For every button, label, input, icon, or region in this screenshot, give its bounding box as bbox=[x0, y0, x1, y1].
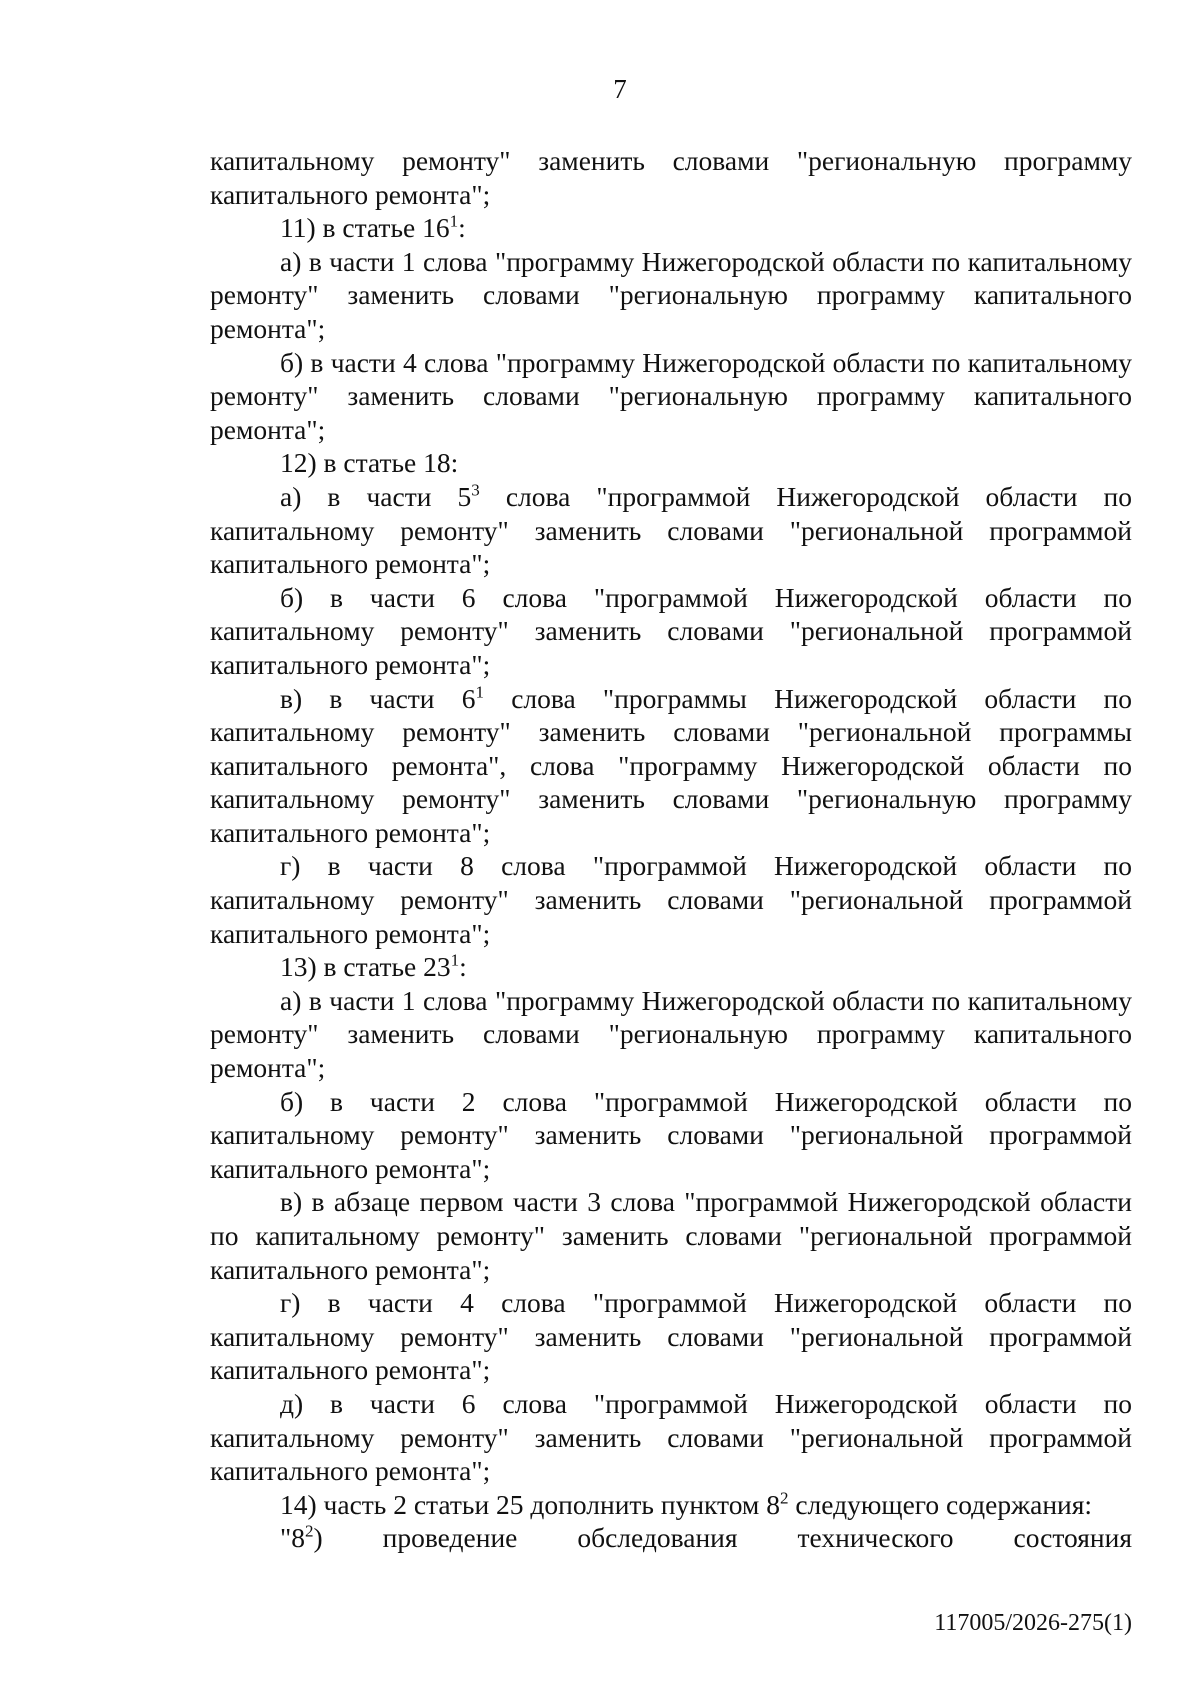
document-body bbox=[210, 144, 1132, 1555]
paragraph-text: капитальному ремонту" заменить словами "региональную программу капитального ремонта"; bbox=[210, 145, 1132, 210]
paragraph-text: : bbox=[459, 951, 467, 983]
paragraph bbox=[210, 1085, 1132, 1186]
paragraph-text: в) в абзаце первом части 3 слова "программой Нижегородской области по капитальному ремонту" заменить словами "региональной программой капитального ремонта"; bbox=[210, 1186, 1132, 1285]
paragraph bbox=[210, 1488, 1132, 1522]
paragraph-text: "8 bbox=[280, 1522, 305, 1554]
paragraph bbox=[210, 682, 1132, 850]
paragraph-text: б) в части 6 слова "программой Нижегородской области по капитальному ремонту" заменить словами "региональной программой капитального ремонта"; bbox=[210, 581, 1132, 680]
paragraph-text: 11) в статье 16 bbox=[280, 212, 450, 244]
paragraph bbox=[210, 1521, 1132, 1555]
paragraph bbox=[210, 144, 1132, 211]
paragraph-text: б) в части 2 слова "программой Нижегородской области по капитальному ремонту" заменить словами "региональной программой капитального ремонта"; bbox=[210, 1085, 1132, 1184]
paragraph-text: следующего содержания: bbox=[788, 1488, 1093, 1520]
paragraph bbox=[210, 581, 1132, 682]
paragraph bbox=[210, 211, 1132, 245]
page-number: 7 bbox=[613, 74, 627, 104]
paragraph-text: а) в части 1 слова "программу Нижегородской области по капитальному ремонту" заменить словами "региональную программу капитального ремонта"; bbox=[210, 245, 1132, 344]
paragraph bbox=[210, 984, 1132, 1085]
paragraph bbox=[210, 849, 1132, 950]
paragraph-text: 12) в статье 18: bbox=[280, 447, 459, 479]
paragraph-text: б) в части 4 слова "программу Нижегородской области по капитальному ремонту" заменить словами "региональную программу капитального ремонта"; bbox=[210, 346, 1132, 445]
superscript: 1 bbox=[450, 950, 460, 970]
paragraph bbox=[210, 245, 1132, 346]
paragraph bbox=[210, 346, 1132, 447]
paragraph bbox=[210, 950, 1132, 984]
paragraph-text: г) в части 4 слова "программой Нижегородской области по капитальному ремонту" заменить словами "региональной программой капитального ремонта"; bbox=[210, 1287, 1132, 1386]
paragraph-text: ) проведение обследования технического состояния bbox=[313, 1522, 1132, 1554]
superscript: 1 bbox=[475, 681, 484, 701]
paragraph bbox=[210, 1185, 1132, 1286]
paragraph-text: 14) часть 2 статьи 25 дополнить пунктом 8 bbox=[280, 1488, 780, 1520]
paragraph-text: в) в части 6 bbox=[280, 682, 476, 714]
paragraph bbox=[210, 480, 1132, 581]
paragraph-text: 13) в статье 23 bbox=[280, 951, 451, 983]
paragraph-text: а) в части 1 слова "программу Нижегородской области по капитальному ремонту" заменить словами "региональную программу капитального ремонта"; bbox=[210, 984, 1132, 1084]
paragraph-text: д) в части 6 слова "программой Нижегородской области по капитальному ремонту" заменить словами "региональной программой капитального ремонта"; bbox=[210, 1387, 1132, 1487]
superscript: 2 bbox=[304, 1521, 314, 1541]
paragraph bbox=[210, 446, 1132, 480]
paragraph bbox=[210, 1387, 1132, 1488]
paragraph-text: г) в части 8 слова "программой Нижегородской области по капитальному ремонту" заменить словами "региональной программой капитального ремонта"; bbox=[210, 850, 1132, 949]
document-code: 117005/2026-275(1) bbox=[934, 1610, 1132, 1636]
superscript: 2 bbox=[779, 1488, 789, 1508]
superscript: 3 bbox=[471, 480, 480, 500]
paragraph-text: слова "программой Нижегородской области по капитальному ремонту" заменить словами "региональной программой капитального ремонта"; bbox=[210, 480, 1132, 580]
superscript: 1 bbox=[449, 211, 459, 231]
paragraph bbox=[210, 1286, 1132, 1387]
paragraph-text: а) в части 5 bbox=[280, 480, 472, 512]
paragraph-text: слова "программы Нижегородской области по капитальному ремонту" заменить словами "региональной программы капитального ремонта", слова "программу Нижегородской области по капитальному ремонту" заменить словами "региональную программу капитального ремонта"; bbox=[210, 682, 1132, 848]
paragraph-text: : bbox=[458, 212, 466, 244]
